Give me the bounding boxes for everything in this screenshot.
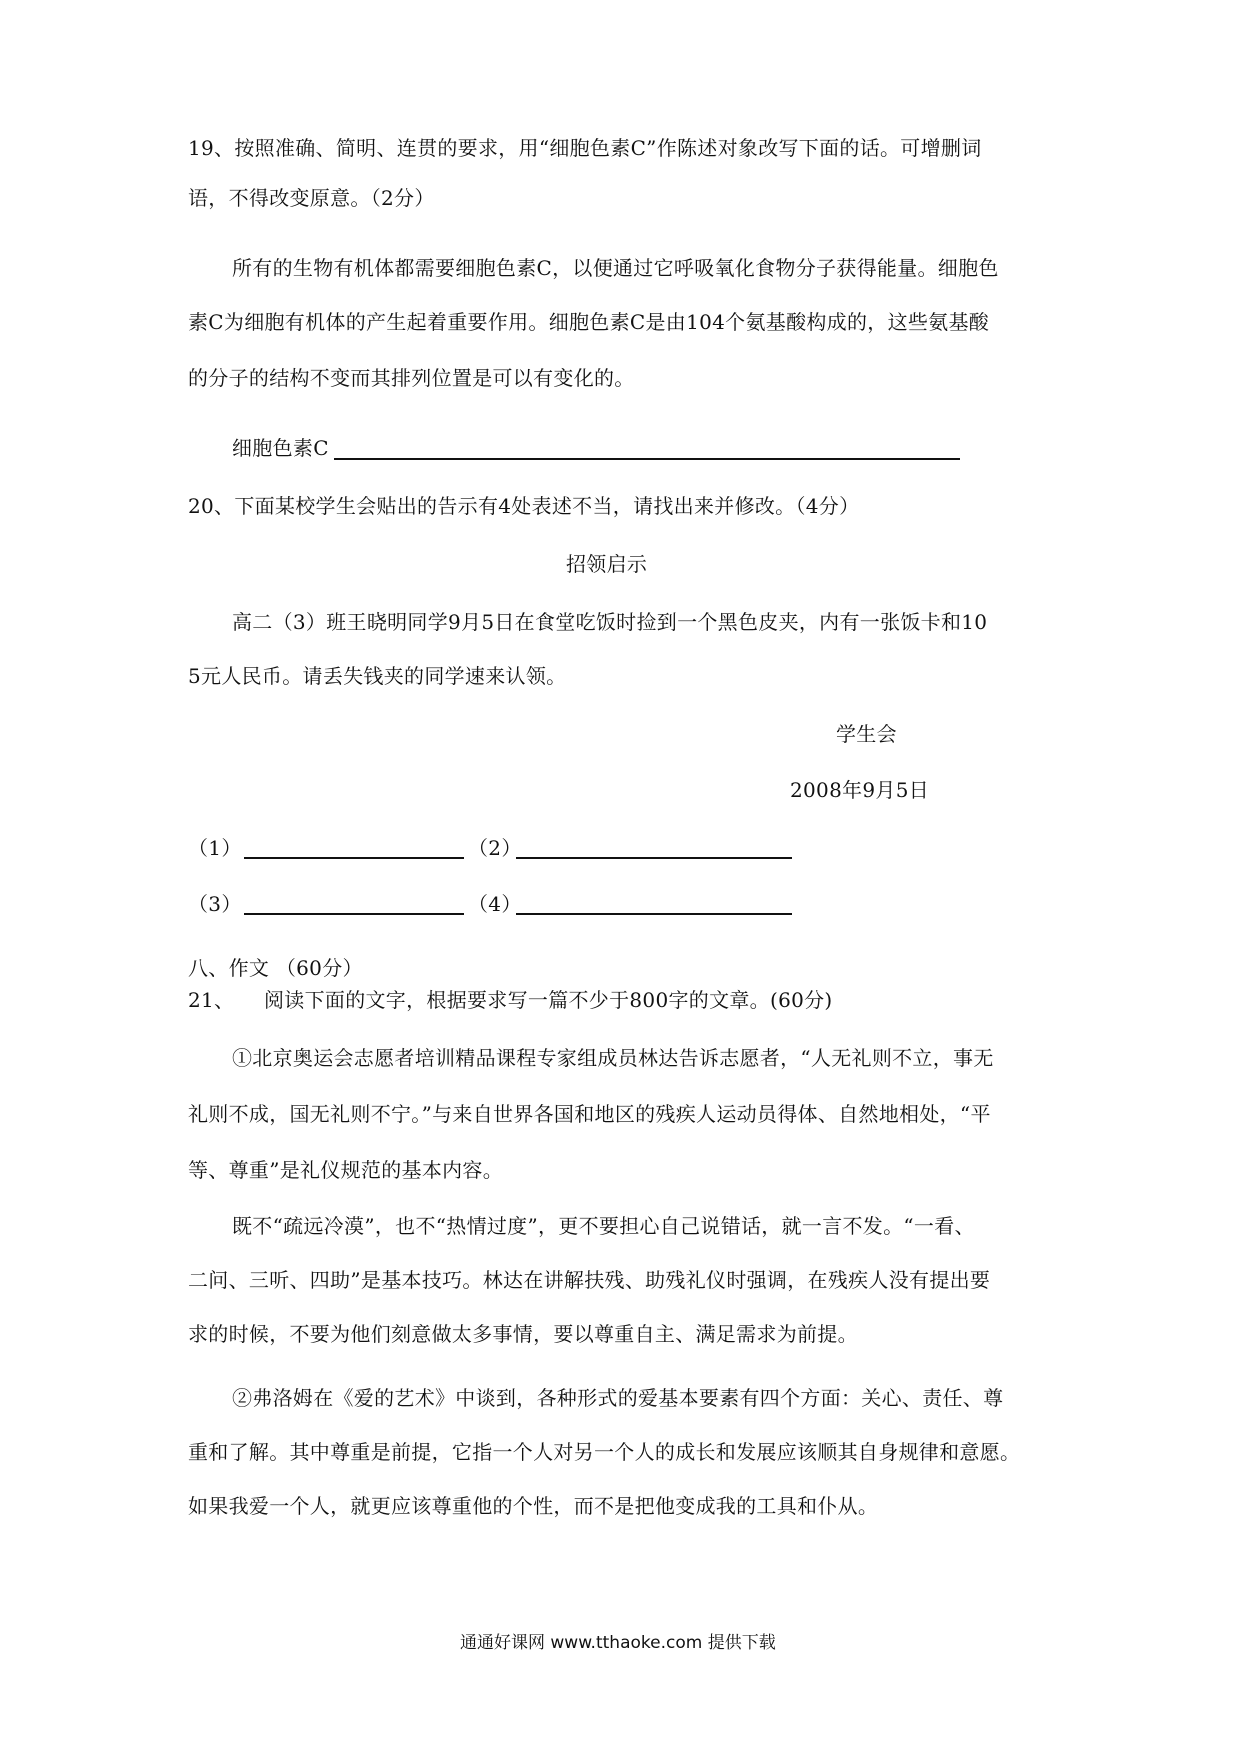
q19-answer-label: 细胞色素C	[232, 436, 329, 460]
notice-body-line1: 高二（3）班王晓明同学9月5日在食堂吃饭时捡到一个黑色皮夹，内有一张饭卡和10	[232, 610, 988, 634]
q19-passage-line2: 素C为细胞有机体的产生起着重要作用。细胞色素C是由104个氨基酸构成的，这些氨基酸	[188, 310, 990, 334]
answer-blank-1[interactable]	[244, 857, 464, 859]
section8-heading: 八、作文 （60分）	[188, 956, 363, 980]
q21-label: 21、	[188, 988, 235, 1012]
para1-line1: ①北京奥运会志愿者培训精品课程专家组成员林达告诉志愿者，“人无礼则不立，事无	[232, 1046, 994, 1070]
para3-line3: 如果我爱一个人，就更应该尊重他的个性，而不是把他变成我的工具和仆从。	[188, 1494, 879, 1518]
blank-label-1: （1）	[188, 836, 242, 860]
q19-passage-line3: 的分子的结构不变而其排列位置是可以有变化的。	[188, 366, 635, 390]
q21-prompt: 阅读下面的文字，根据要求写一篇不少于800字的文章。(60分)	[264, 988, 833, 1012]
para1-line3: 等、尊重”是礼仪规范的基本内容。	[188, 1158, 504, 1182]
q19-answer-blank[interactable]	[334, 458, 960, 460]
notice-title: 招领启示	[566, 552, 648, 576]
para2-line3: 求的时候，不要为他们刻意做太多事情，要以尊重自主、满足需求为前提。	[188, 1322, 858, 1346]
para3-line1: ②弗洛姆在《爱的艺术》中谈到，各种形式的爱基本要素有四个方面：关心、责任、尊	[232, 1386, 1004, 1410]
para3-line2: 重和了解。其中尊重是前提，它指一个人对另一个人的成长和发展应该顺其自身规律和意愿。	[188, 1440, 1021, 1464]
answer-blank-4[interactable]	[516, 913, 792, 915]
notice-date: 2008年9月5日	[790, 778, 930, 802]
q19-prompt-line2: 语，不得改变原意。（2分）	[188, 186, 435, 210]
answer-blank-2[interactable]	[516, 857, 792, 859]
notice-body-line2: 5元人民币。请丢失钱夹的同学速来认领。	[188, 664, 567, 688]
para2-line2: 二问、三听、四助”是基本技巧。林达在讲解扶残、助残礼仪时强调，在残疾人没有提出要	[188, 1268, 991, 1292]
q20-prompt: 20、下面某校学生会贴出的告示有4处表述不当，请找出来并修改。（4分）	[188, 494, 860, 518]
notice-signature: 学生会	[836, 722, 897, 746]
answer-blank-3[interactable]	[244, 913, 464, 915]
para2-line1: 既不“疏远冷漠”，也不“热情过度”，更不要担心自己说错话，就一言不发。“一看、	[232, 1214, 975, 1238]
footer-download-credit: 通通好课网 www.tthaoke.com 提供下载	[460, 1633, 776, 1653]
para1-line2: 礼则不成，国无礼则不宁。”与来自世界各国和地区的残疾人运动员得体、自然地相处，“平	[188, 1102, 991, 1126]
blank-label-2: （2）	[468, 836, 522, 860]
blank-label-3: （3）	[188, 892, 242, 916]
blank-label-4: （4）	[468, 892, 522, 916]
q19-passage-line1: 所有的生物有机体都需要细胞色素C，以便通过它呼吸氧化食物分子获得能量。细胞色	[232, 256, 999, 280]
q19-prompt-line1: 19、按照准确、简明、连贯的要求，用“细胞色素C”作陈述对象改写下面的话。可增删词	[188, 136, 982, 160]
